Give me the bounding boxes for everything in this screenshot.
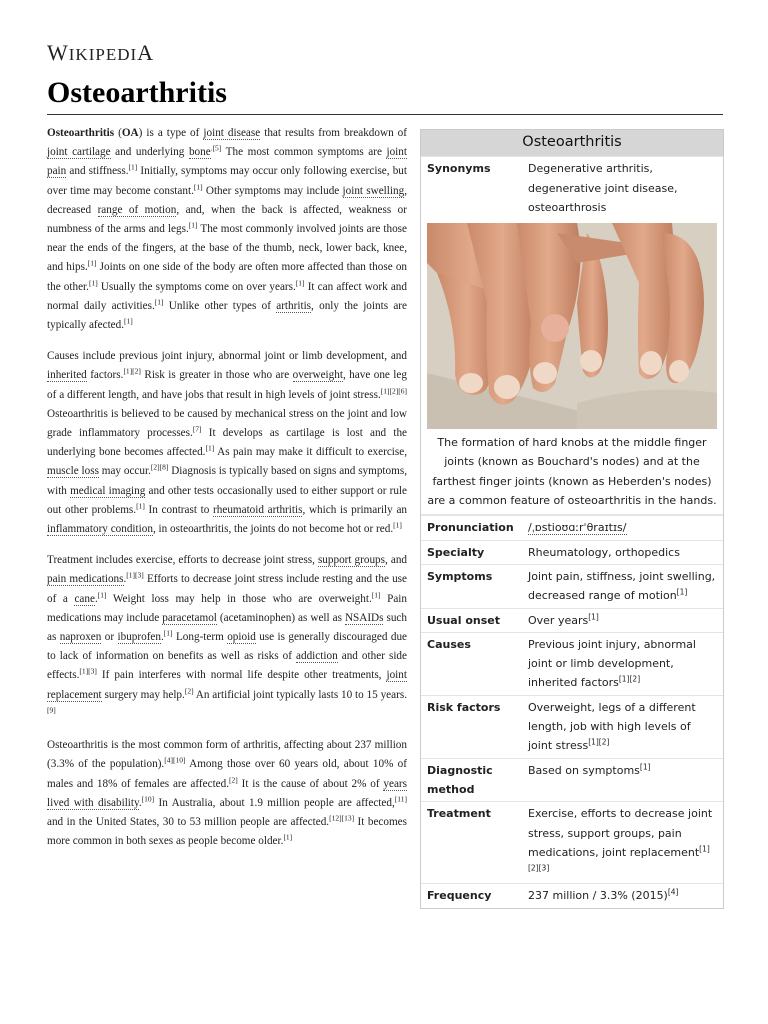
article-text: Osteoarthritis is believed to be caused by mechanical stress on the joint and low grade inflammatory processes. (47, 407, 407, 440)
article-text: Treatment includes exercise, efforts to decrease joint stress, (47, 554, 318, 567)
article-text: Osteoarthritis is the most common form of arthritis, affecting about 237 million (3.3% of the population). (47, 739, 407, 771)
article-text: , in osteoarthritis, the joints do not become hot or red. (152, 523, 394, 536)
infobox-row-diagnostic (421, 758, 723, 802)
citation-ref[interactable]: [1] (639, 761, 651, 771)
article-text: In contrast to (144, 503, 214, 516)
infobox-label: Specialty (427, 545, 485, 559)
article-text: Joints on one side of the body are often more affected than those on the other. (47, 261, 408, 293)
citation-ref[interactable]: [1][3] (126, 570, 144, 580)
citation-ref[interactable]: [4][10] (164, 755, 186, 765)
citation-ref[interactable]: [1] (97, 589, 107, 599)
bold-term: OA (121, 127, 139, 139)
infobox-row-specialty (421, 540, 723, 564)
infobox-value (528, 698, 718, 756)
infobox-value-text: Previous joint injury, abnormal joint or limb development, inherited factors (528, 637, 696, 690)
citation-ref[interactable]: [1][3] (79, 666, 97, 676)
article-text: Long-term (172, 631, 228, 644)
citation-ref[interactable]: [1][2] (618, 674, 641, 684)
infobox-row-treatment (421, 801, 723, 883)
wiki-link[interactable]: rheumatoid arthritis (213, 503, 303, 516)
infobox-value: Rheumatology, orthopedics (528, 545, 680, 559)
article-text: Weight loss may help in those who are overweight. (106, 592, 372, 605)
article-text: As pain may make it difficult to exercise, (214, 446, 408, 459)
article-text: , decreased (47, 184, 407, 216)
article-text: , have one leg of a different length, and have jobs that result in high levels of joint stress. (47, 369, 407, 401)
article-text: Risk is greater in those who are (140, 369, 293, 382)
infobox-row-causes (421, 632, 723, 695)
infobox-row-onset (421, 608, 723, 632)
article-text: Usually the symptoms come on over years. (97, 280, 296, 293)
citation-ref[interactable]: [2] (184, 685, 194, 695)
citation-ref[interactable]: [7] (192, 424, 202, 434)
page-title: Osteoarthritis (47, 76, 723, 115)
article-text: An artificial joint typically lasts 10 to 15 years. (193, 688, 407, 701)
infobox-value-text: Over years (528, 613, 589, 627)
citation-ref[interactable]: [1] (163, 628, 173, 638)
wiki-link[interactable]: joint pain (47, 146, 407, 178)
citation-ref[interactable]: [4] (667, 887, 679, 897)
wiki-link[interactable]: joint replacement (47, 669, 407, 701)
article-text: and other side effects. (47, 650, 407, 682)
wiki-link[interactable]: joint swelling (342, 184, 405, 197)
infobox-row-symptoms (421, 564, 723, 608)
infobox-title: Osteoarthritis (421, 130, 723, 156)
wiki-link[interactable]: NSAIDs (344, 611, 384, 624)
article-paragraph (47, 124, 407, 335)
infobox-value-text: Joint pain, stiffness, joint swelling, decreased range of motion (528, 569, 716, 603)
article-text: and in the United States, 30 to 53 million people are affected. (47, 815, 330, 828)
wiki-link[interactable]: support groups (317, 554, 386, 567)
infobox-row-frequency (421, 883, 723, 907)
article-text: , only the joints are typically afected. (47, 299, 407, 332)
infobox-value (528, 886, 718, 905)
pronunciation-ipa[interactable]: /ˌɒstioʊɑːrˈθraɪtɪs/ (528, 521, 627, 535)
wiki-link[interactable]: cane (74, 592, 95, 605)
article-text: It becomes more common in both sexes as people become older. (47, 815, 407, 848)
citation-ref[interactable]: [1] (128, 162, 138, 172)
infobox-value[interactable] (528, 518, 718, 537)
citation-ref[interactable]: [11] (394, 793, 407, 803)
article-text: Among those over 60 years old, about 10% of males and 18% of females are affected. (47, 758, 407, 790)
article-body (47, 124, 407, 863)
article-text: and stiffness. (66, 165, 129, 178)
wiki-link[interactable]: inflammatory condition (47, 523, 153, 536)
citation-ref[interactable]: [1][2][6] (380, 385, 407, 395)
infobox-label: Treatment (427, 807, 491, 821)
wiki-link[interactable]: opioid (227, 631, 256, 644)
citation-ref[interactable]: [10] (141, 793, 155, 803)
logo-letter-a: A (137, 40, 155, 65)
article-text: , and, when the back is affected, weakness or numbness of the arms and legs. (47, 203, 407, 236)
infobox-value (528, 804, 718, 881)
citation-ref[interactable]: [1] (283, 832, 293, 842)
infobox-label: Pronunciation (427, 521, 514, 535)
article-text: , which is primarily an (302, 503, 408, 516)
infobox-label: Synonyms (427, 162, 491, 176)
citation-ref[interactable]: [1] (193, 181, 203, 191)
citation-ref[interactable]: [1] (205, 443, 215, 453)
logo-letter-w: W (47, 40, 69, 65)
wiki-link[interactable]: addiction (296, 650, 338, 663)
infobox-label: Frequency (427, 889, 492, 903)
citation-ref[interactable]: [1][2][3] (528, 844, 710, 873)
wiki-link[interactable]: naproxen (59, 631, 102, 644)
infobox-label: Symptoms (427, 569, 493, 583)
infobox-value-text: 237 million / 3.3% (2015) (528, 889, 668, 903)
wiki-link[interactable]: arthritis (276, 299, 312, 312)
article-text: . (138, 796, 142, 809)
infobox-label: Diagnostic method (427, 763, 493, 796)
hands-photo-illustration (427, 223, 717, 429)
article-text: The most commonly involved joints are those near the ends of the fingers, at the base of the thumb, neck, lower back, knee, and hips. (47, 223, 407, 274)
citation-ref[interactable]: [1] (295, 277, 305, 287)
article-text: may occur. (98, 465, 151, 478)
infobox-label: Usual onset (427, 613, 500, 627)
infobox-row-synonyms (421, 156, 723, 219)
infobox-value (528, 567, 718, 606)
wiki-link[interactable]: overweight (292, 369, 343, 382)
wiki-link[interactable]: years lived with disability (47, 777, 407, 809)
infobox-value (528, 635, 718, 693)
article-text: The most common symptoms are (221, 146, 387, 159)
article-text: . (94, 592, 98, 605)
article-text: that results from breakdown of (260, 127, 407, 139)
citation-ref[interactable]: [1] (87, 258, 97, 268)
wiki-link[interactable]: paracetamol (162, 611, 217, 624)
citation-ref[interactable]: [1] (88, 277, 98, 287)
wiki-link[interactable]: medical imaging (70, 484, 146, 497)
infobox-row-risk-factors (421, 695, 723, 758)
article-text: , and (385, 554, 408, 567)
article-text: Diagnosis is typically based on signs and symptoms, with (47, 465, 407, 497)
wiki-link[interactable]: pain medications (47, 573, 124, 586)
citation-ref[interactable]: [9] (47, 705, 56, 715)
bold-term: Osteoarthritis (47, 127, 115, 139)
infobox (420, 129, 724, 909)
article-text: It can affect work and normal daily activities. (47, 280, 407, 312)
infobox-value (528, 761, 718, 800)
citation-ref[interactable]: [1] (188, 220, 198, 230)
article-paragraph (47, 736, 407, 851)
wiki-link[interactable]: muscle loss (47, 465, 99, 478)
article-text: If pain interferes with normal life despite other treatments, (96, 669, 387, 682)
article-paragraph (47, 551, 407, 724)
infobox-value-text: Based on symptoms (528, 763, 640, 777)
article-text: Efforts to decrease joint stress include resting and the use of a (47, 573, 407, 605)
citation-ref[interactable]: [1][2] (588, 737, 610, 747)
infobox-value: Degenerative arthritis, degenerative joint disease, osteoarthrosis (528, 162, 678, 214)
infobox-value-text: Exercise, efforts to decrease joint stress, support groups, pain medications, joint replacement (528, 807, 713, 859)
wiki-link[interactable]: range of motion (97, 203, 177, 216)
article-text: . (161, 631, 164, 644)
article-text: In Australia, about 1.9 million people are affected, (154, 796, 395, 809)
infobox-caption: The formation of hard knobs at the middle finger joints (known as Bouchard's nodes) and at the farthest finger joints (known as Heberden's nodes) are a common feature of osteoarthritis in the hands. (421, 429, 723, 515)
citation-ref[interactable]: [1] (136, 501, 145, 511)
wikipedia-logo[interactable] (47, 40, 154, 66)
wiki-link[interactable]: joint cartilage (47, 146, 111, 159)
citation-ref[interactable]: [1] (676, 587, 688, 597)
wiki-link[interactable]: ibuprofen (117, 631, 161, 644)
citation-ref[interactable]: .[5] (210, 143, 222, 153)
infobox-value (528, 611, 718, 630)
article-text: Causes include previous joint injury, abnormal joint or limb development, and (47, 350, 407, 363)
article-text: and other tests occasionally used to either support or rule out other problems. (47, 484, 408, 516)
infobox-label: Causes (427, 637, 471, 651)
article-text: surgery may help. (101, 688, 185, 701)
article-text: factors. (86, 369, 124, 382)
article-text: . (123, 573, 127, 586)
article-text: or (101, 631, 118, 644)
article-text: use is generally discouraged due to lack of information on benefits as well as risks of (47, 631, 408, 663)
wiki-link[interactable]: joint disease (203, 127, 261, 139)
article-paragraph (47, 347, 407, 539)
article-text: Pain medications may include (47, 592, 407, 624)
citation-ref[interactable]: [1] (124, 316, 133, 326)
article-text: It develops as cartilage is lost and the underlying bone becomes affected. (47, 427, 408, 459)
article-text: Initially, symptoms may occur only following exercise, but over time may become constant. (47, 165, 407, 197)
article-text: ) is a type of (138, 127, 204, 139)
citation-ref[interactable]: [12][13] (329, 813, 355, 823)
logo-letters-middle: IKIPEDI (68, 45, 138, 64)
infobox-row-pronunciation (421, 515, 723, 539)
infobox-value-text: Overweight, legs of a different length, job with high levels of joint stress (528, 700, 696, 753)
article-text: It is the cause of about 2% of (237, 777, 384, 790)
article-text: Other symptoms may include (202, 184, 343, 197)
citation-ref[interactable]: [1] (588, 611, 599, 621)
article-text: such as (47, 611, 407, 644)
article-text: ( (114, 127, 122, 139)
article-text: Unlike other types of (163, 299, 277, 312)
citation-ref[interactable]: [1] (371, 589, 381, 599)
article-text: (acetaminophen) as well as (216, 611, 345, 624)
wiki-link[interactable]: inherited (47, 369, 87, 382)
wiki-link[interactable]: bone (188, 146, 211, 159)
citation-ref[interactable]: [2][8] (150, 462, 169, 472)
citation-ref[interactable]: [2] (229, 774, 238, 784)
article-text: and underlying (110, 146, 189, 159)
citation-ref[interactable]: [1] (154, 297, 164, 307)
hands-photo[interactable] (427, 223, 717, 429)
citation-ref[interactable]: [1] (393, 520, 402, 530)
infobox-label: Risk factors (427, 700, 501, 714)
citation-ref[interactable]: [1][2] (123, 366, 141, 376)
